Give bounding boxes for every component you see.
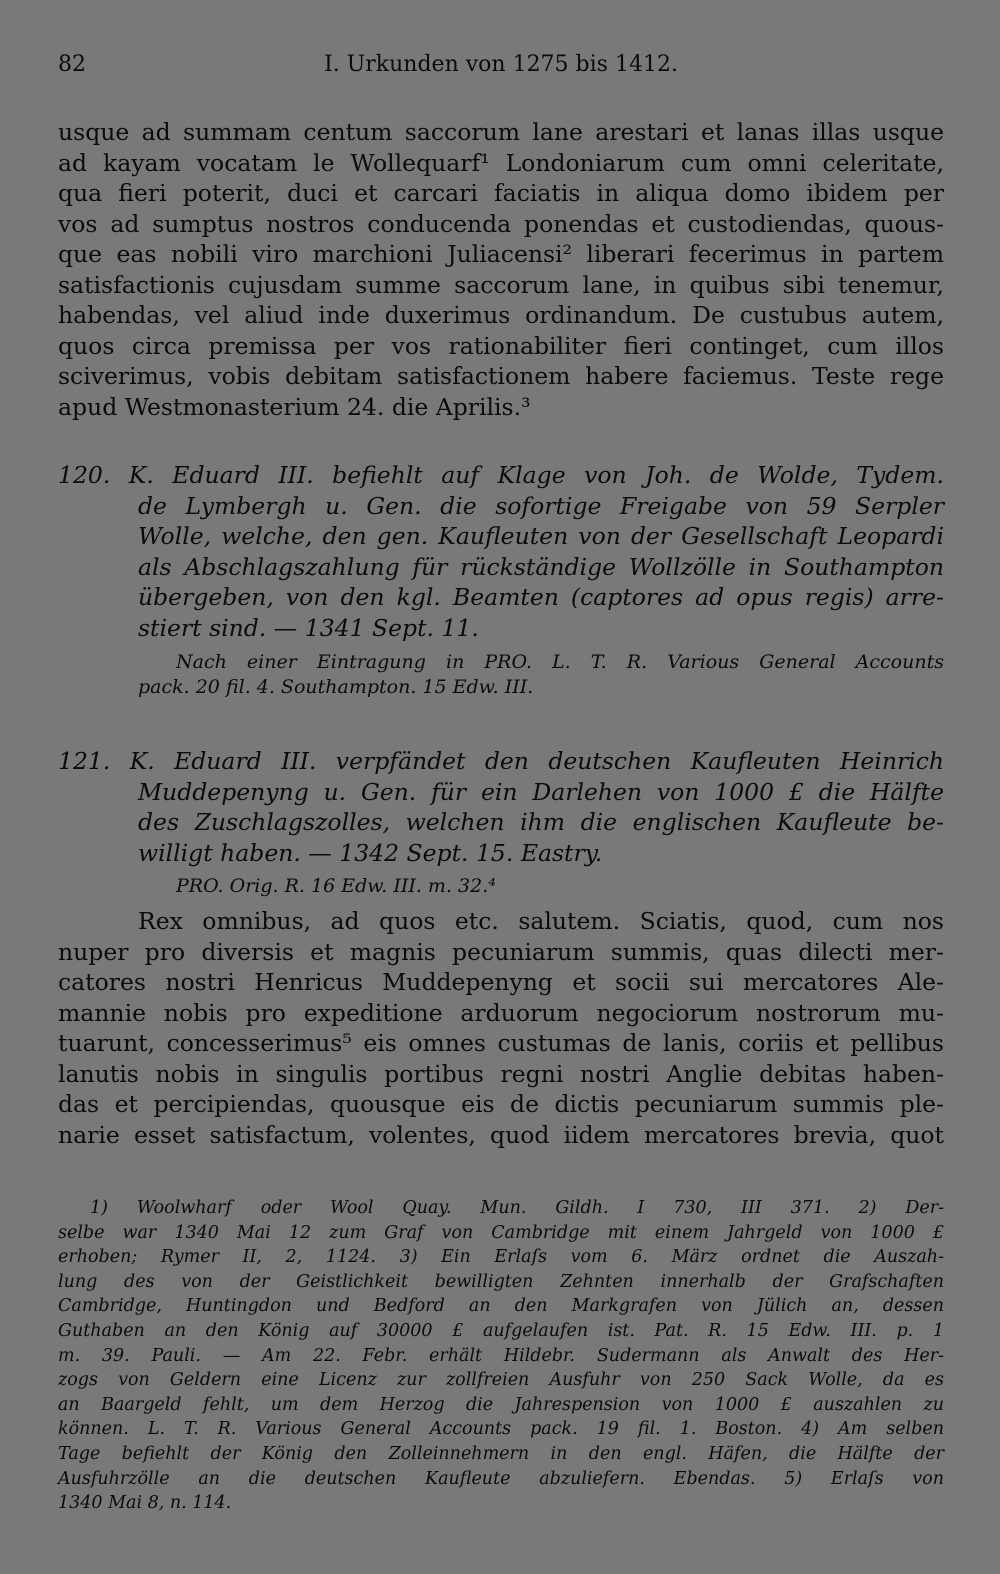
heading-line: Muddepenyng u. Gen. für ein Darlehen von 1000 £ die Hälfte [138,777,944,806]
page-header [58,52,944,88]
heading-line: 120. K. Eduard III. befiehlt auf Klage von Joh. de Wolde, Tydem. [58,461,944,489]
document-121-text [58,906,944,1150]
document-121-source [58,874,944,899]
heading-line: 121. K. Eduard III. verpfändet den deutschen Kaufleuten Heinrich [58,747,944,775]
text-line: lanutis nobis in singulis portibus regni nostri Anglie debitas haben- [58,1059,944,1088]
heading-line: willigt haben. — 1342 Sept. 15. Eastry. [138,838,603,867]
text-line: qua fieri poterit, duci et carcari faciatis in aliqua domo ibidem per [58,179,944,207]
footnote-line: Ausfuhrzölle an die deutschen Kaufleute abzuliefern. Ebendas. 5) Erlaſs von [58,1468,944,1489]
document-121-heading [58,746,944,868]
source-line: pack. 20 fil. 4. Southampton. 15 Edw. III. [138,676,534,698]
page-number: 82 [58,52,86,77]
text-line: ad kayam vocatam le Wollequarf¹ Londoniarum cum omni celeritate, [58,148,944,177]
text-line: sciverimus, vobis debitam satisfactionem habere faciemus. Teste rege [58,362,944,390]
heading-line: Wolle, welche, den gen. Kaufleuten von der Gesellschaft Leopardi [138,522,944,550]
text-line: narie esset satisfactum, volentes, quod iidem mercatores brevia, quot [58,1120,944,1149]
heading-line: des Zuschlagszolles, welchen ihm die englischen Kaufleute be- [138,808,944,836]
text-line: habendas, vel aliud inde duxerimus ordinandum. De custubus autem, [58,301,944,329]
footnote-line: erhoben; Rymer II, 2, 1124. 3) Ein Erlaſs vom 6. März ordnet die Auszah- [58,1247,944,1268]
source-line: PRO. Orig. R. 16 Edw. III. m. 32.⁴ [176,875,496,897]
text-line: Rex omnibus, ad quos etc. salutem. Sciatis, quod, cum nos [138,907,944,935]
text-line: catores nostri Henricus Muddepenyng et socii sui mercatores Ale- [58,968,944,996]
source-line: Nach einer Eintragung in PRO. L. T. R. Various General Accounts [176,651,944,673]
footnote-line: Guthaben an den König auf 30000 £ aufgelaufen ist. Pat. R. 15 Edw. III. p. 1 [58,1320,944,1341]
heading-line: de Lymbergh u. Gen. die sofortige Freigabe von 59 Serpler [138,491,944,520]
text-line: usque ad summam centum saccorum lane arestari et lanas illas usque [58,118,944,146]
footnote-line: 1340 Mai 8, n. 114. [58,1493,232,1514]
document-120-heading [58,460,944,643]
heading-line: stiert sind. — 1341 Sept. 11. [138,613,479,642]
text-line: satisfactionis cujusdam summe saccorum lane, in quibus sibi tenemur, [58,270,944,299]
footnote-line: können. L. T. R. Various General Accounts pack. 19 fil. 1. Boston. 4) Am selben [58,1419,944,1440]
text-line: vos ad sumptus nostros conducenda ponendas et custodiendas, quous- [58,209,944,238]
text-line: mannie nobis pro expeditione arduorum negociorum nostrorum mu- [58,998,944,1027]
footnote-line: Cambridge, Huntingdon und Bedford an den Markgrafen von Jülich an, dessen [58,1296,944,1317]
heading-line: übergeben, von den kgl. Beamten (captores ad opus regis) arre- [138,583,944,611]
footnote-line: selbe war 1340 Mai 12 zum Graf von Cambridge mit einem Jahrgeld von 1000 £ [58,1222,944,1243]
heading-line: als Abschlagszahlung für rückständige Wollzölle in Southampton [138,552,944,581]
footnote-line: 1) Woolwharf oder Wool Quay. Mun. Gildh. I 730, III 371. 2) Der- [90,1198,944,1218]
top-text-block [58,117,944,422]
running-title: I. Urkunden von 1275 bis 1412. [324,52,678,77]
footnote-line: m. 39. Pauli. — Am 22. Febr. erhält Hildebr. Sudermann als Anwalt des Her- [58,1345,944,1366]
footnotes [58,1196,944,1516]
footnote-line: an Baargeld fehlt, um dem Herzog die Jahrespension von 1000 £ auszahlen zu [58,1394,944,1415]
footnote-line: zogs von Geldern eine Licenz zur zollfreien Ausfuhr von 250 Sack Wolle, da es [58,1370,944,1391]
text-line: quos circa premissa per vos rationabiliter fieri continget, cum illos [58,331,944,360]
text-line: que eas nobili viro marchioni Juliacensi² liberari fecerimus in partem [58,240,944,268]
text-line: tuarunt, concesserimus⁵ eis omnes custumas de lanis, coriis et pellibus [58,1029,944,1057]
footnote-line: lung des von der Geistlichkeit bewilligten Zehnten innerhalb der Grafschaften [58,1271,944,1292]
text-line: das et percipiendas, quousque eis de dictis pecuniarum summis ple- [58,1090,944,1118]
document-120-source [58,650,944,700]
footnote-line: Tage befiehlt der König den Zolleinnehmern in den engl. Häfen, die Hälfte der [58,1443,944,1464]
text-line: apud Westmonasterium 24. die Aprilis.³ [58,392,531,421]
text-line: nuper pro diversis et magnis pecuniarum summis, quas dilecti mer- [58,937,944,966]
